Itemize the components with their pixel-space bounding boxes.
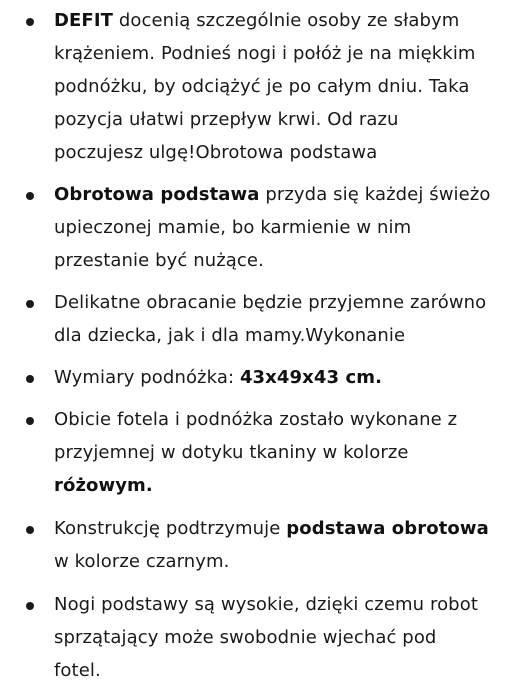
list-item [26,403,526,502]
text-segment: Wymiary podnóżka: [54,367,240,388]
text-line [54,244,526,277]
text-segment: upieczonej mamie, bo karmienie w nim [54,217,412,238]
bullet-icon [26,602,34,610]
list-item-text [54,403,526,502]
bold-text: DEFIT [54,10,114,31]
bullet-icon [26,417,34,425]
bullet-icon [26,526,34,534]
list-item [26,588,526,687]
text-line [54,654,526,687]
text-segment: dla dziecka, jak i dla mamy.Wykonanie [54,325,406,346]
text-segment: fotel. [54,660,101,681]
text-line [54,588,526,621]
bold-text: Obrotowa podstawa [54,184,260,205]
list-item-text [54,588,526,687]
text-segment: krążeniem. Podnieś nogi i połóż je na miękkim [54,43,476,64]
text-segment: przyda się każdej świeżo [259,184,491,205]
list-item-text [54,286,526,352]
list-item [26,512,526,578]
text-line [54,512,526,545]
list-item-text [54,512,526,578]
list-item [26,178,526,277]
text-segment: przestanie być nużące. [54,250,264,271]
list-item [26,4,526,169]
bullet-icon [26,18,34,26]
list-item-text [54,361,526,394]
bold-text: różowym. [54,475,153,496]
text-line [54,319,526,352]
bold-text: 43x49x43 cm. [239,367,383,388]
bullet-icon [26,192,34,200]
text-segment: poczujesz ulgę!Obrotowa podstawa [54,142,378,163]
text-line [54,37,526,70]
text-segment: sprzątający może swobodnie wjechać pod [54,627,437,648]
text-segment: Konstrukcję podtrzymuje [54,518,287,539]
text-segment: pozycja ułatwi przepływ krwi. Od razu [54,109,399,130]
text-line [54,103,526,136]
list-item [26,361,526,394]
bold-text: podstawa obrotowa [286,518,489,539]
text-segment: Nogi podstawy są wysokie, dzięki czemu robot [54,594,478,615]
bullet-icon [26,300,34,308]
text-segment: przyjemnej w dotyku tkaniny w kolorze [54,442,409,463]
text-line [54,621,526,654]
text-line [54,70,526,103]
text-line [54,178,526,211]
text-segment: Obicie fotela i podnóżka zostało wykonane z [54,409,458,430]
list-item [26,286,526,352]
text-segment: w kolorze czarnym. [54,551,230,572]
list-item-text [54,4,526,169]
text-segment: docenią szczególnie osoby ze słabym [113,10,460,31]
list-item-text [54,178,526,277]
text-segment: podnóżku, by odciążyć je po całym dniu. Taka [54,76,470,97]
text-line [54,136,526,169]
text-segment: Delikatne obracanie będzie przyjemne zarówno [54,292,487,313]
text-line [54,469,526,502]
text-line [54,403,526,436]
text-line [54,545,526,578]
bullet-icon [26,375,34,383]
text-line [54,436,526,469]
text-line [54,361,526,394]
text-line [54,211,526,244]
text-line [54,4,526,37]
text-line [54,286,526,319]
